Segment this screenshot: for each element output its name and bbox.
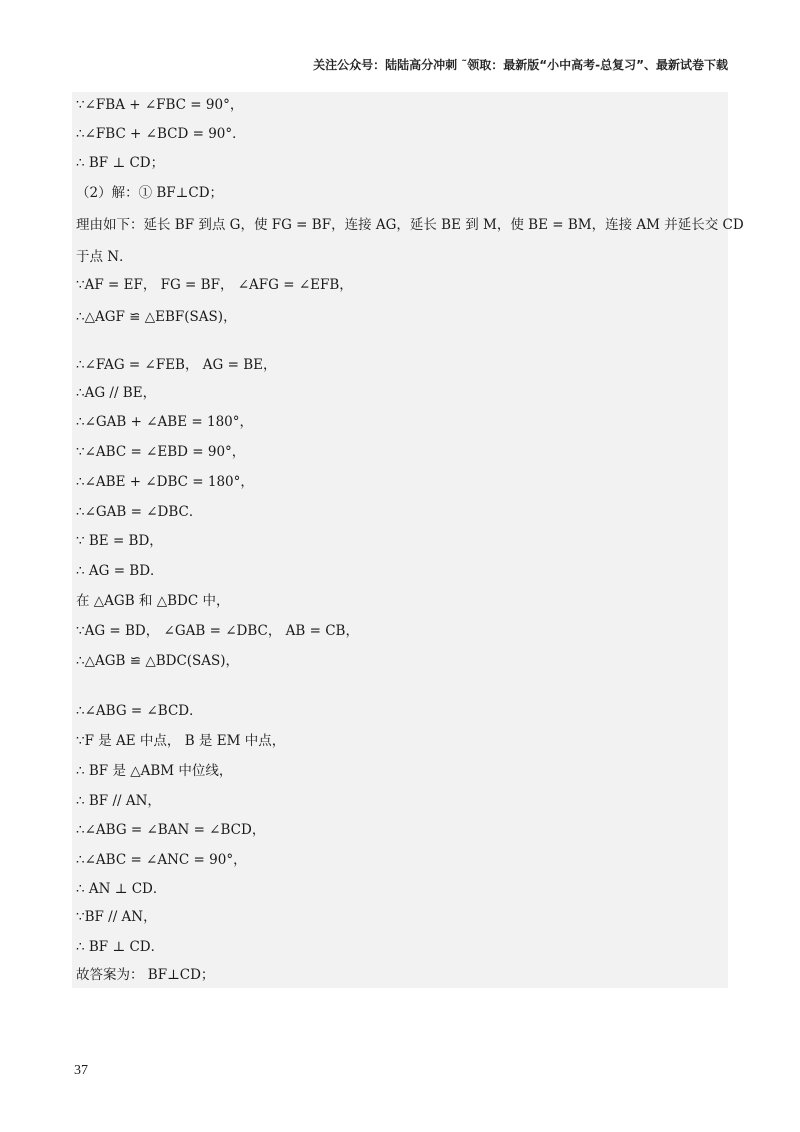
solution-line: ∵AF = EF， FG = BF， ∠AFG = ∠EFB，	[76, 277, 353, 293]
solution-line: ∵AG = BD， ∠GAB = ∠DBC， AB = CB，	[76, 623, 359, 639]
solution-line: 故答案为： BF⊥CD；	[76, 967, 215, 983]
solution-line: ∵BF // AN，	[76, 909, 157, 925]
solution-line: ∵∠FBA + ∠FBC = 90°，	[76, 97, 244, 113]
solution-line: ∴∠GAB + ∠ABE = 180°，	[76, 414, 253, 430]
solution-line: ∴∠ABE + ∠DBC = 180°，	[76, 474, 254, 490]
solution-line: ∴ AN ⊥ CD．	[76, 881, 167, 897]
solution-line: ∴∠ABG = ∠BAN = ∠BCD，	[76, 822, 266, 838]
solution-body	[72, 92, 744, 988]
solution-line: ∴ AG = BD．	[76, 563, 164, 579]
solution-line: ∴△AGB ≌ △BDC(SAS)，	[76, 653, 240, 669]
solution-line: ∴∠ABG = ∠BCD．	[76, 703, 203, 719]
solution-line: ∵ BE = BD，	[76, 533, 163, 549]
solution-line: ∴ BF ⊥ CD；	[76, 155, 165, 171]
page-header: 关注公众号：陆陆高分冲刺 ˜领取：最新版“小中高考-总复习”、最新试卷下载	[313, 58, 728, 72]
solution-line: ∴△AGF ≌ △EBF(SAS)，	[76, 309, 237, 325]
solution-line: ∴AG // BE，	[76, 385, 157, 401]
solution-line: ∵F 是 AE 中点， B 是 EM 中点，	[76, 733, 286, 749]
solution-line: ∴∠GAB = ∠DBC．	[76, 504, 203, 520]
solution-line: 在 △AGB 和 △BDC 中，	[76, 593, 230, 609]
solution-line: ∴∠ABC = ∠ANC = 90°，	[76, 852, 247, 868]
solution-line: ∵∠ABC = ∠EBD = 90°，	[76, 444, 246, 460]
solution-line: 理由如下：延长 BF 到点 G，使 FG = BF，连接 AG，延长 BE 到 M，使 BE = BM，连接 AM 并延长交 CD	[76, 217, 744, 233]
solution-line: ∴ BF 是 △ABM 中位线，	[76, 763, 233, 779]
solution-line: （2）解：① BF⊥CD；	[76, 185, 224, 201]
solution-line: ∴ BF // AN，	[76, 793, 161, 809]
solution-line: ∴∠FBC + ∠BCD = 90°．	[76, 126, 246, 142]
page-number: 37	[74, 1063, 88, 1078]
solution-line: ∴∠FAG = ∠FEB， AG = BE，	[76, 357, 277, 373]
solution-line: ∴ BF ⊥ CD．	[76, 939, 165, 955]
solution-line: 于点 N．	[76, 249, 133, 265]
